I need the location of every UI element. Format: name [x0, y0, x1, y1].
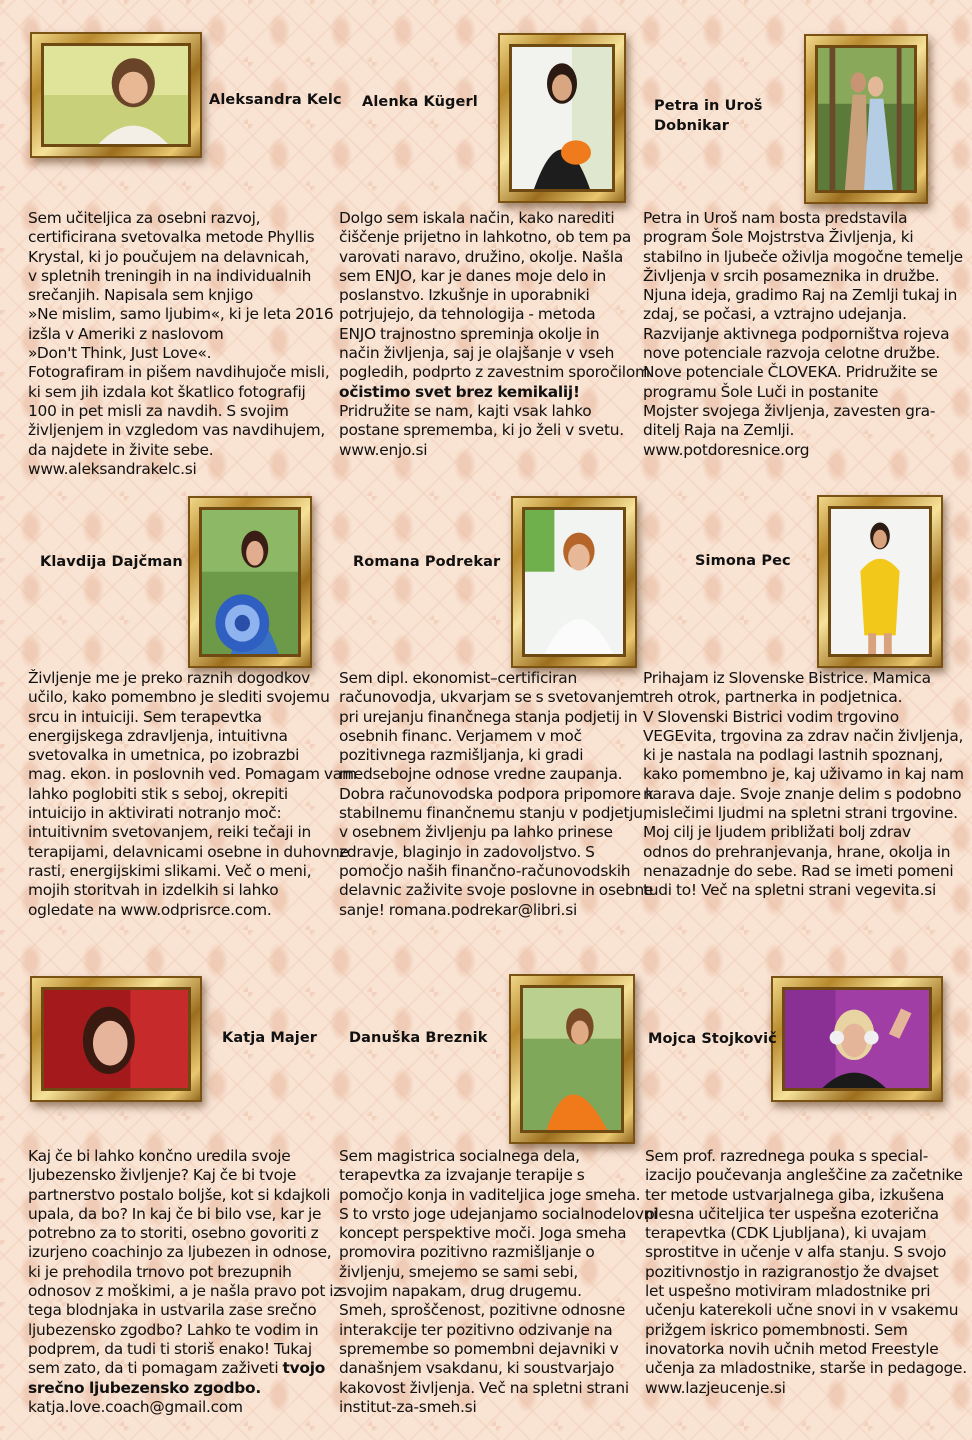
portrait-frame-mojca-stojkovic: [771, 976, 943, 1102]
portrait-frame-katja-majer: [30, 976, 202, 1102]
portrait-photo: [522, 507, 626, 657]
person-name: Alenka Kügerl: [362, 94, 478, 110]
website-link[interactable]: www.potdoresnice.org: [643, 440, 810, 459]
portrait-frame-petra-uros-dobnikar: [804, 34, 928, 204]
person-name: Katja Majer: [222, 1030, 318, 1046]
portrait-photo: [509, 44, 615, 192]
bio-alenka-kugerl: Dolgo sem iskala način, kako narediti čiščenje prijetno in lahkotno, ob tem pa varovati naravo, družino, okolje. Našla sem ENJO, kar je danes moje delo in poslanstvo. Izkušnje in uporabniki potrjujejo, da tehnologija - metoda ENJO trajnostno spreminja okolje in način življenja, saj je olajšanje v vseh pogledih, podprto z zavestnim sporočilom očistimo svet brez kemikalij! Pridružite se nam, kajti vsak lahko postane sprememba, ki jo želi v svetu. www.enjo.si: [339, 209, 650, 459]
website-link[interactable]: institut-za-smeh.si: [339, 1397, 477, 1416]
bio-aleksandra-kelc: Sem učiteljica za osebni razvoj, certificirana svetovalka metode Phyllis Krystal, ki jo poučujem na delavnicah, v spletnih treningih in na individualnih srečanjih. Napisala sem knjigo »Ne mislim, samo ljubim«, ki je leta 2016 izšla v Ameriki z naslovom »Don't Think, Just Love«. Fotografiram in pišem navdihujoče misli, ki sem jih izdala kot škatlico fotografij 100 in pet misli za navdih. S svojim življenjem in vzgledom vas navdihujem, da najdete in živite sebe. www.aleksandrakelc.si: [28, 209, 340, 479]
person-name: Aleksandra Kelc: [209, 92, 342, 108]
person-name: Simona Pec: [695, 553, 791, 569]
email-link[interactable]: sanje! romana.podrekar@libri.si: [339, 900, 577, 919]
portrait-frame-romana-podrekar: [511, 496, 637, 668]
person-name: Mojca Stojkovič: [648, 1031, 777, 1047]
website-link[interactable]: www.lazjeucenje.si: [645, 1378, 786, 1397]
bio-katja-majer: Kaj če bi lahko končno uredila svoje ljubezensko življenje? Kaj če bi tvoje partnerstvo postalo boljše, kot si kdajkoli upala, da bo? In kaj če bi bilo vse, kar je potrebno za to storiti, osebno govoriti z izurjeno coachinjo za ljubezen in odnose, ki je prehodila trnovo pot brezupnih odnosov z moškimi, a je našla pravo pot iz tega blodnjaka in ustvarila zase srečno ljubezensko zgodbo? Lahko te vodim in podprem, da tudi ti storiš enako! Tukaj sem zato, da ti pomagam zaživeti tvojo srečno ljubezensko zgodbo. katja.love.coach@gmail.com: [28, 1147, 342, 1416]
email-link[interactable]: katja.love.coach@gmail.com: [28, 1397, 243, 1416]
bold-emphasis: tvojo: [282, 1359, 326, 1378]
person-name: Petra in Uroš Dobnikar: [654, 98, 763, 134]
person-name: Klavdija Dajčman: [40, 554, 183, 570]
portrait-photo: [41, 43, 191, 147]
portrait-frame-klavdija-dajcman: [188, 496, 312, 668]
person-name: Danuška Breznik: [349, 1030, 488, 1046]
portrait-photo: [828, 506, 932, 657]
portrait-frame-aleksandra-kelc: [30, 32, 202, 158]
bio-mojca-stojkovic: Sem prof. razrednega pouka s special- izacijo poučevanja angleščine za začetnike ter metode ustvarjalnega giba, izkušena plesna učiteljica ter uspešna ezoterična terapevtka (CDK Ljubljana), ki uvajam sprostitve in učenje v alfa stanju. S svojo pozitivnostjo in razigranostjo že dvajset let uspešno motiviram mladostnike pri učenju katerekoli učne snovi in v vsakemu prižgem iskrico pomembnosti. Sem inovatorka novih učnih metod Freestyle učenja za mladostnike, starše in pedagoge. www.lazjeucenje.si: [645, 1147, 967, 1397]
portrait-photo: [815, 45, 917, 193]
person-name: Romana Podrekar: [353, 554, 501, 570]
portrait-frame-danuska-breznik: [509, 974, 635, 1144]
portrait-frame-alenka-kugerl: [498, 33, 626, 203]
portrait-photo: [520, 985, 624, 1133]
bio-klavdija-dajcman: Življenje me je preko raznih dogodkov učilo, kako pomembno je slediti svojemu srcu in intuiciji. Sem terapevtka energijskega zdravljenja, intuitivna svetovalka in umetnica, po izobrazbi mag. ekon. in poslovnih ved. Pomagam vam lahko poglobiti stik s seboj, okrepiti intuicijo in aktivirati notranjo moč: intuitivnim svetovanjem, reiki tečaji in terapijami, delavnicami osebne in duhovne rasti, energijskimi slikami. Več o meni, mojih storitvah in izdelkih si lahko ogledate na www.odprisrce.com.: [28, 669, 357, 919]
website-link[interactable]: ogledate na www.odprisrce.com.: [28, 900, 272, 919]
bio-danuska-breznik: Sem magistrica socialnega dela, terapevtka za izvajanje terapije s pomočjo konja in vaditeljica joge smeha. S to vrsto joge udejanjamo socialnodelovni koncept perspektive moči. Joga smeha promovira pozitivno razmišljanje o življenju, smejemo se sami sebi, svojim napakam, drug drugemu. Smeh, sproščenost, pozitivne odnosne interakcije ter pozitivno odzivanje na spremembe so pomembni dejavniki v današnjem vsakdanu, ki soustvarjajo kakovost življenja. Več na spletni strani institut-za-smeh.si: [339, 1147, 658, 1416]
website-link[interactable]: www.enjo.si: [339, 440, 428, 459]
website-link[interactable]: www.aleksandrakelc.si: [28, 459, 197, 478]
website-link[interactable]: tudi to! Več na spletni strani vegevita.si: [643, 881, 937, 900]
portrait-photo: [199, 507, 301, 657]
portrait-photo: [41, 987, 191, 1091]
bio-petra-uros-dobnikar: Petra in Uroš nam bosta predstavila program Šole Mojstrstva Življenja, ki stabilno in ljubeče oživlja mogočne temelje Življenja v srcih posameznika in družbe. Njuna ideja, gradimo Raj na Zemlji tukaj in zdaj, se počasi, a vztrajno udejanja. Razvijanje aktivnega podporništva rojeva nove potenciale razvoja celotne družbe. Nove potenciale ČLOVEKA. Pridružite se programu Šole Luči in postanite Mojster svojega življenja, zavesten gra- ditelj Raja na Zemlji. www.potdoresnice.org: [643, 209, 963, 459]
bio-simona-pec: Prihajam iz Slovenske Bistrice. Mamica treh otrok, partnerka in podjetnica. V Slovenski Bistrici vodim trgovino VEGEvita, trgovina za zdrav način življenja, ki je nastala na podlagi lastnih spoznanj, kako pomembno je, kaj uživamo in kaj nam narava daje. Svoje znanje delim s podobno mislečimi ljudmi na spletni strani trgovine. Moj cilj je ljudem približati bolj zdrav odnos do prehranjevanja, hrane, okolja in nenazadnje do sebe. Rad se imeti pomeni tudi to! Več na spletni strani vegevita.si: [643, 669, 964, 900]
bio-romana-podrekar: Sem dipl. ekonomist–certificiran računovodja, ukvarjam se s svetovanjem pri urejanju finančnega stanja podjetij in osebnih financ. Verjamem v moč pozitivnega razmišljanja, ki gradi medsebojne odnose vredne zaupanja. Dobra računovodska podpora pripomore k stabilnemu finančnemu stanju v podjetju, v osebnem življenju pa lahko prinese zdravje, blaginjo in zadovoljstvo. S pomočjo naših finančno-računovodskih delavnic zaživite svoje poslovne in osebne sanje! romana.podrekar@libri.si: [339, 669, 654, 919]
portrait-frame-simona-pec: [817, 495, 943, 668]
portrait-photo: [782, 987, 932, 1091]
